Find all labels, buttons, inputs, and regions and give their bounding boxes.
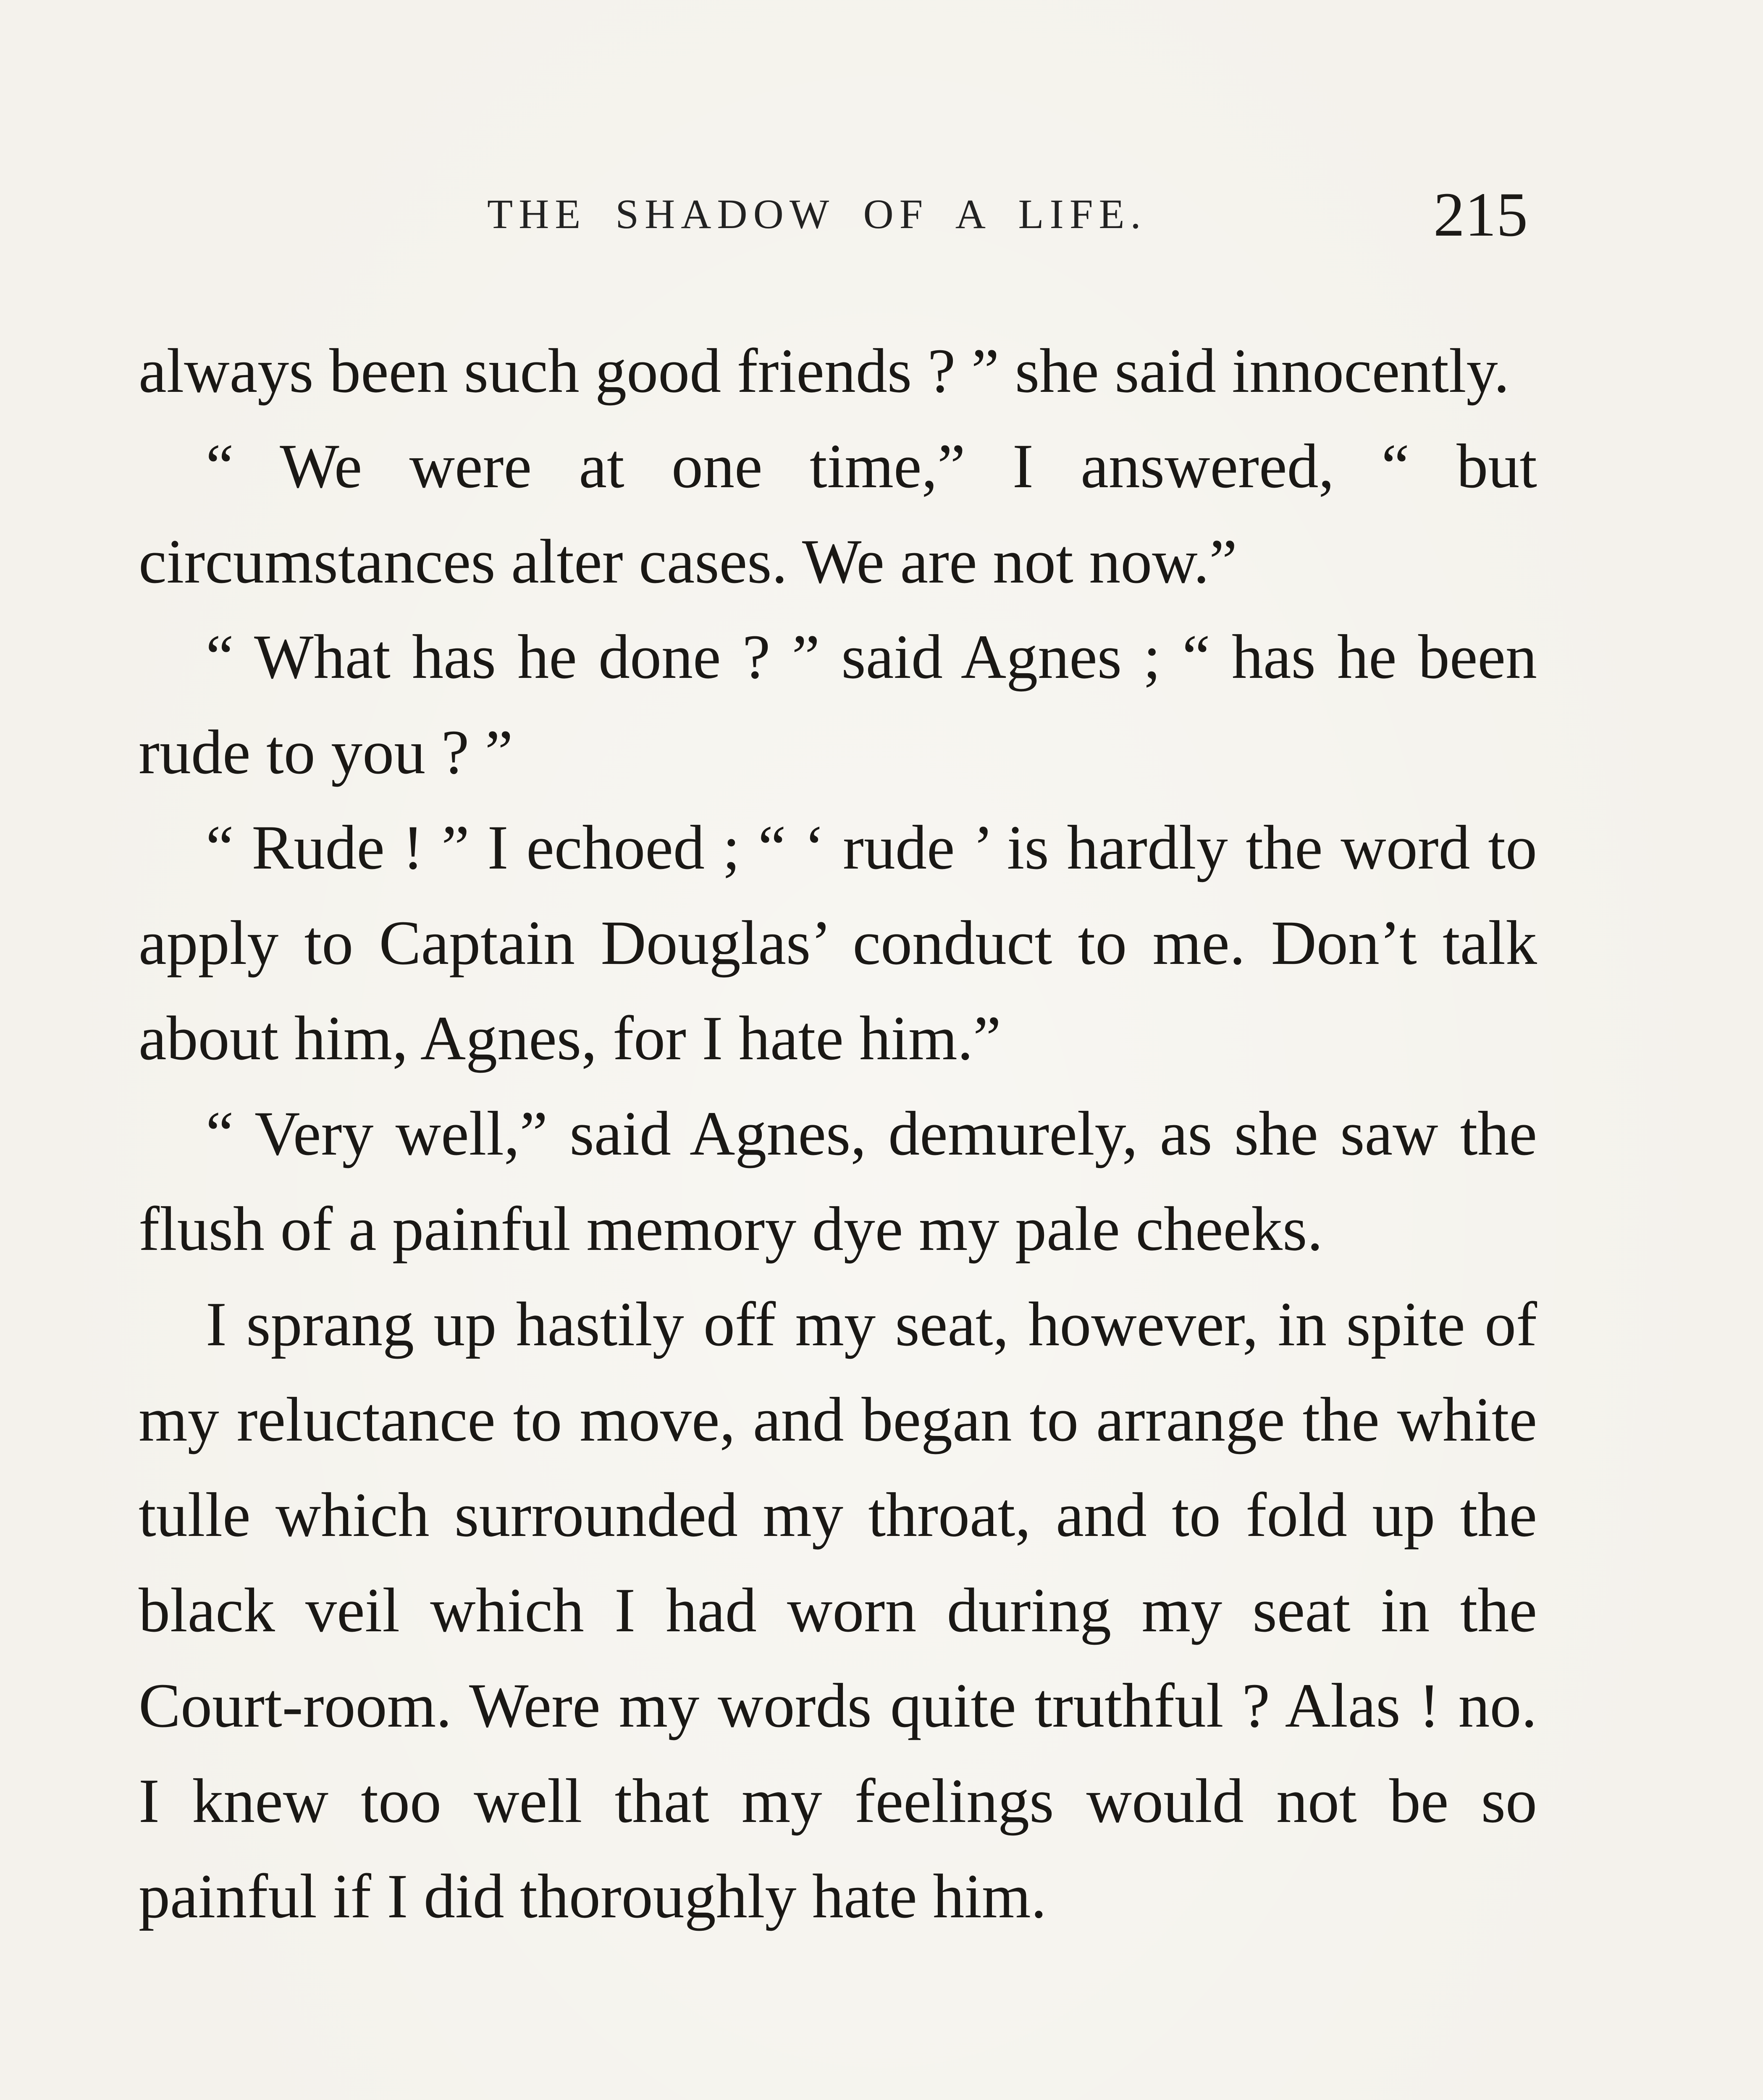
page-number: 215 <box>1433 180 1528 249</box>
paragraph-1: always been such good friends ? ” she said innocently. <box>139 336 1510 406</box>
paragraph-4: “ Rude ! ” I echoed ; “ ‘ rude ’ is hardly the word to apply to Captain Douglas’ conduct to me. Don’t talk about him, Agnes, for I hate him.” <box>139 813 1537 1073</box>
running-head-title: THE SHADOW OF A LIFE. <box>487 191 1147 237</box>
body-text <box>139 323 1537 1944</box>
paragraph-3: “ What has he done ? ” said Agnes ; “ has he been rude to you ? ” <box>139 622 1537 787</box>
paragraph-6: I sprang up hastily off my seat, however, in spite of my reluctance to move, and began to arrange the white tulle which surrounded my throat, and to fold up the black veil which I had worn during my seat in the Court-room. Were my words quite truthful ? Alas ! no. I knew too well that my feelings would not be so painful if I did thoroughly hate him. <box>139 1289 1537 1931</box>
paragraph-5: “ Very well,” said Agnes, demurely, as she saw the flush of a painful memory dye my pale cheeks. <box>139 1099 1537 1264</box>
paragraph-2: “ We were at one time,” I answered, “ but circumstances alter cases. We are not now.” <box>139 431 1537 596</box>
